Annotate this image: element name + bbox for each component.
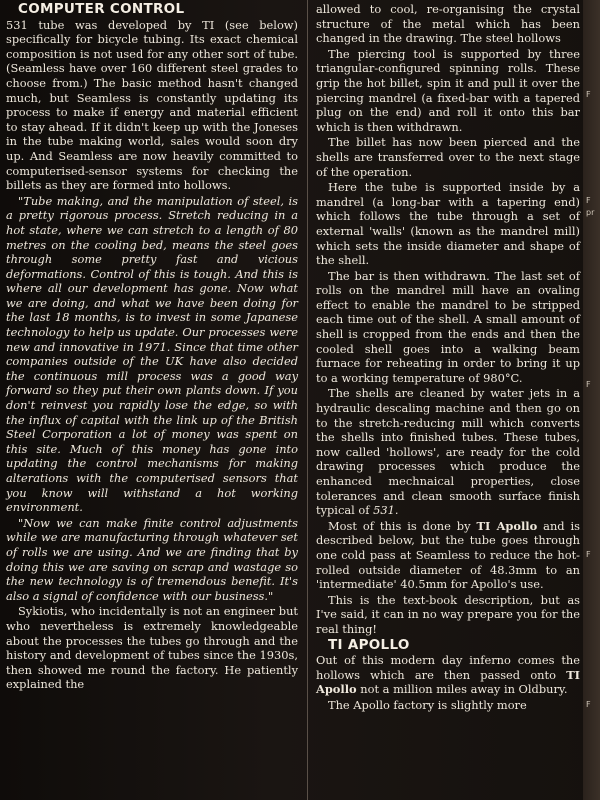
tube-model-italic: 531. [373, 503, 399, 518]
paragraph: The Apollo factory is slightly more [328, 697, 527, 712]
column-divider [307, 0, 308, 800]
section-heading-computer-control: COMPUTER CONTROL [18, 1, 185, 17]
quote-paragraph: "Now we can make finite control adjustments while we are manufacturing through whatever set of rolls we are using. And we are finding that by doing this we are saving on scrap and wastage so the new technology is of tremendous benefit. It's also a signal of confidence with our business." [6, 515, 298, 603]
paragraph: allowed to cool, re-organising the crystal structure of the metal which has been changed in the drawing. The steel hollows [316, 2, 580, 46]
company-name-bold: TI Apollo [476, 518, 538, 533]
paragraph [316, 519, 580, 592]
paragraph: Here the tube is supported inside by a mandrel (a long-bar with a tapering end) which follows the tube through a set of external 'walls' (known as the mandrel mill) which sets the inside diameter and shape of the shell. [316, 180, 580, 268]
edge-mark: F [586, 700, 591, 709]
company-name-bold: TI Apollo [316, 667, 580, 697]
text-run: The shells are cleaned by water jets in a hydraulic descaling machine and then go on to the stretch-reducing mill which converts the shells into finished tubes. These tubes, now called 'hollows', are ready for the cold drawing processes which produce the enhanced mechnaical properties, close tolerances and clean smooth surface finish typical of [316, 386, 580, 518]
edge-mark: F [586, 196, 591, 205]
text-run: not a million miles away in Oldbury. [356, 682, 568, 697]
text-run: and is described below, but the tube goes through one cold pass at Seamless to reduce the hot-rolled outside diameter of 48.3mm to an 'intermediate' 40.5mm for Apollo's use. [316, 518, 581, 592]
paragraph: This is the text-book description, but as I've said, it can in no way prepare you for the real thing! [316, 592, 580, 636]
text-run: Out of this modern day inferno comes the hollows which are then passed onto [316, 653, 580, 682]
paragraph: The billet has now been pierced and the shells are transferred over to the next stage of the operation. [316, 135, 580, 179]
paragraph [316, 653, 580, 697]
edge-mark: pr [586, 208, 595, 217]
paragraph: 531 tube was developed by TI (see below) specifically for bicycle tubing. Its exact chemical composition is not used for any other sort of tube. (Seamless have over 160 different steel grades to choose from.) The basic method hasn't changed much, but Seamless is constantly updating its process to make if energy and material efficient to stay ahead. If it didn't keep up with the Joneses in the tube making world, sales would soon dry up. And Seamless are now heavily committed to computerised-sensor systems for checking the billets as they are formed into hollows. [6, 17, 298, 193]
paragraph: The bar is then withdrawn. The last set of rolls on the mandrel mill have an ovaling effect to enable the mandrel to be stripped each time out of the shell. A small amount of shell is cropped from the ends and then the cooled shell goes into a walking beam furnace for reheating in order to bring it up to a working temperature of 980°C. [316, 268, 580, 385]
right-column [316, 2, 580, 714]
paragraph: Sykiotis, who incidentally is not an engineer but who nevertheless is extremely knowledgeable about the processes the tubes go through and the history and development of tubes since the 1930s, then showed me round the factory. He patiently explained the [6, 604, 298, 692]
adjacent-page-edge [583, 0, 600, 800]
quote-paragraph: "Tube making, and the manipulation of steel, is a pretty rigorous process. Stretch reducing in a hot state, where we can stretch to a length of 80 metres on the cooling bed, means the steel goes through some pretty fast and vicious deformations. Control of this is tough. And this is where all our development has gone. Now what we are doing, and what we have been doing for the last 18 months, is to invest in some Japanese technology to help us update. Our processes were new and innovative in 1971. Since that time other companies outside of the UK have also decided the continuous mill process was a good way forward so they put their own plants down. If you don't reinvest you rapidly lose the edge, so with the influx of capital with the link up of the British Steel Corporation a lot of money was spent on this site. Much of this money has gone into updating the control mechanisms for making alterations with the computerised sensors that you know will withstand a hot working environment. [6, 193, 298, 515]
paragraph [316, 386, 580, 517]
left-column [6, 2, 298, 693]
text-run: Most of this is done by [328, 518, 477, 533]
section-heading-ti-apollo: TI APOLLO [328, 636, 410, 653]
edge-mark: F [586, 550, 591, 559]
edge-mark: F [586, 380, 591, 389]
paragraph: The piercing tool is supported by three triangular-configured spinning rolls. These grip the hot billet, spin it and pull it over the piercing mandrel (a fixed-bar with a tapered plug on the end) and roll it onto this bar which is then withdrawn. [316, 46, 580, 134]
edge-mark: F [586, 90, 591, 99]
